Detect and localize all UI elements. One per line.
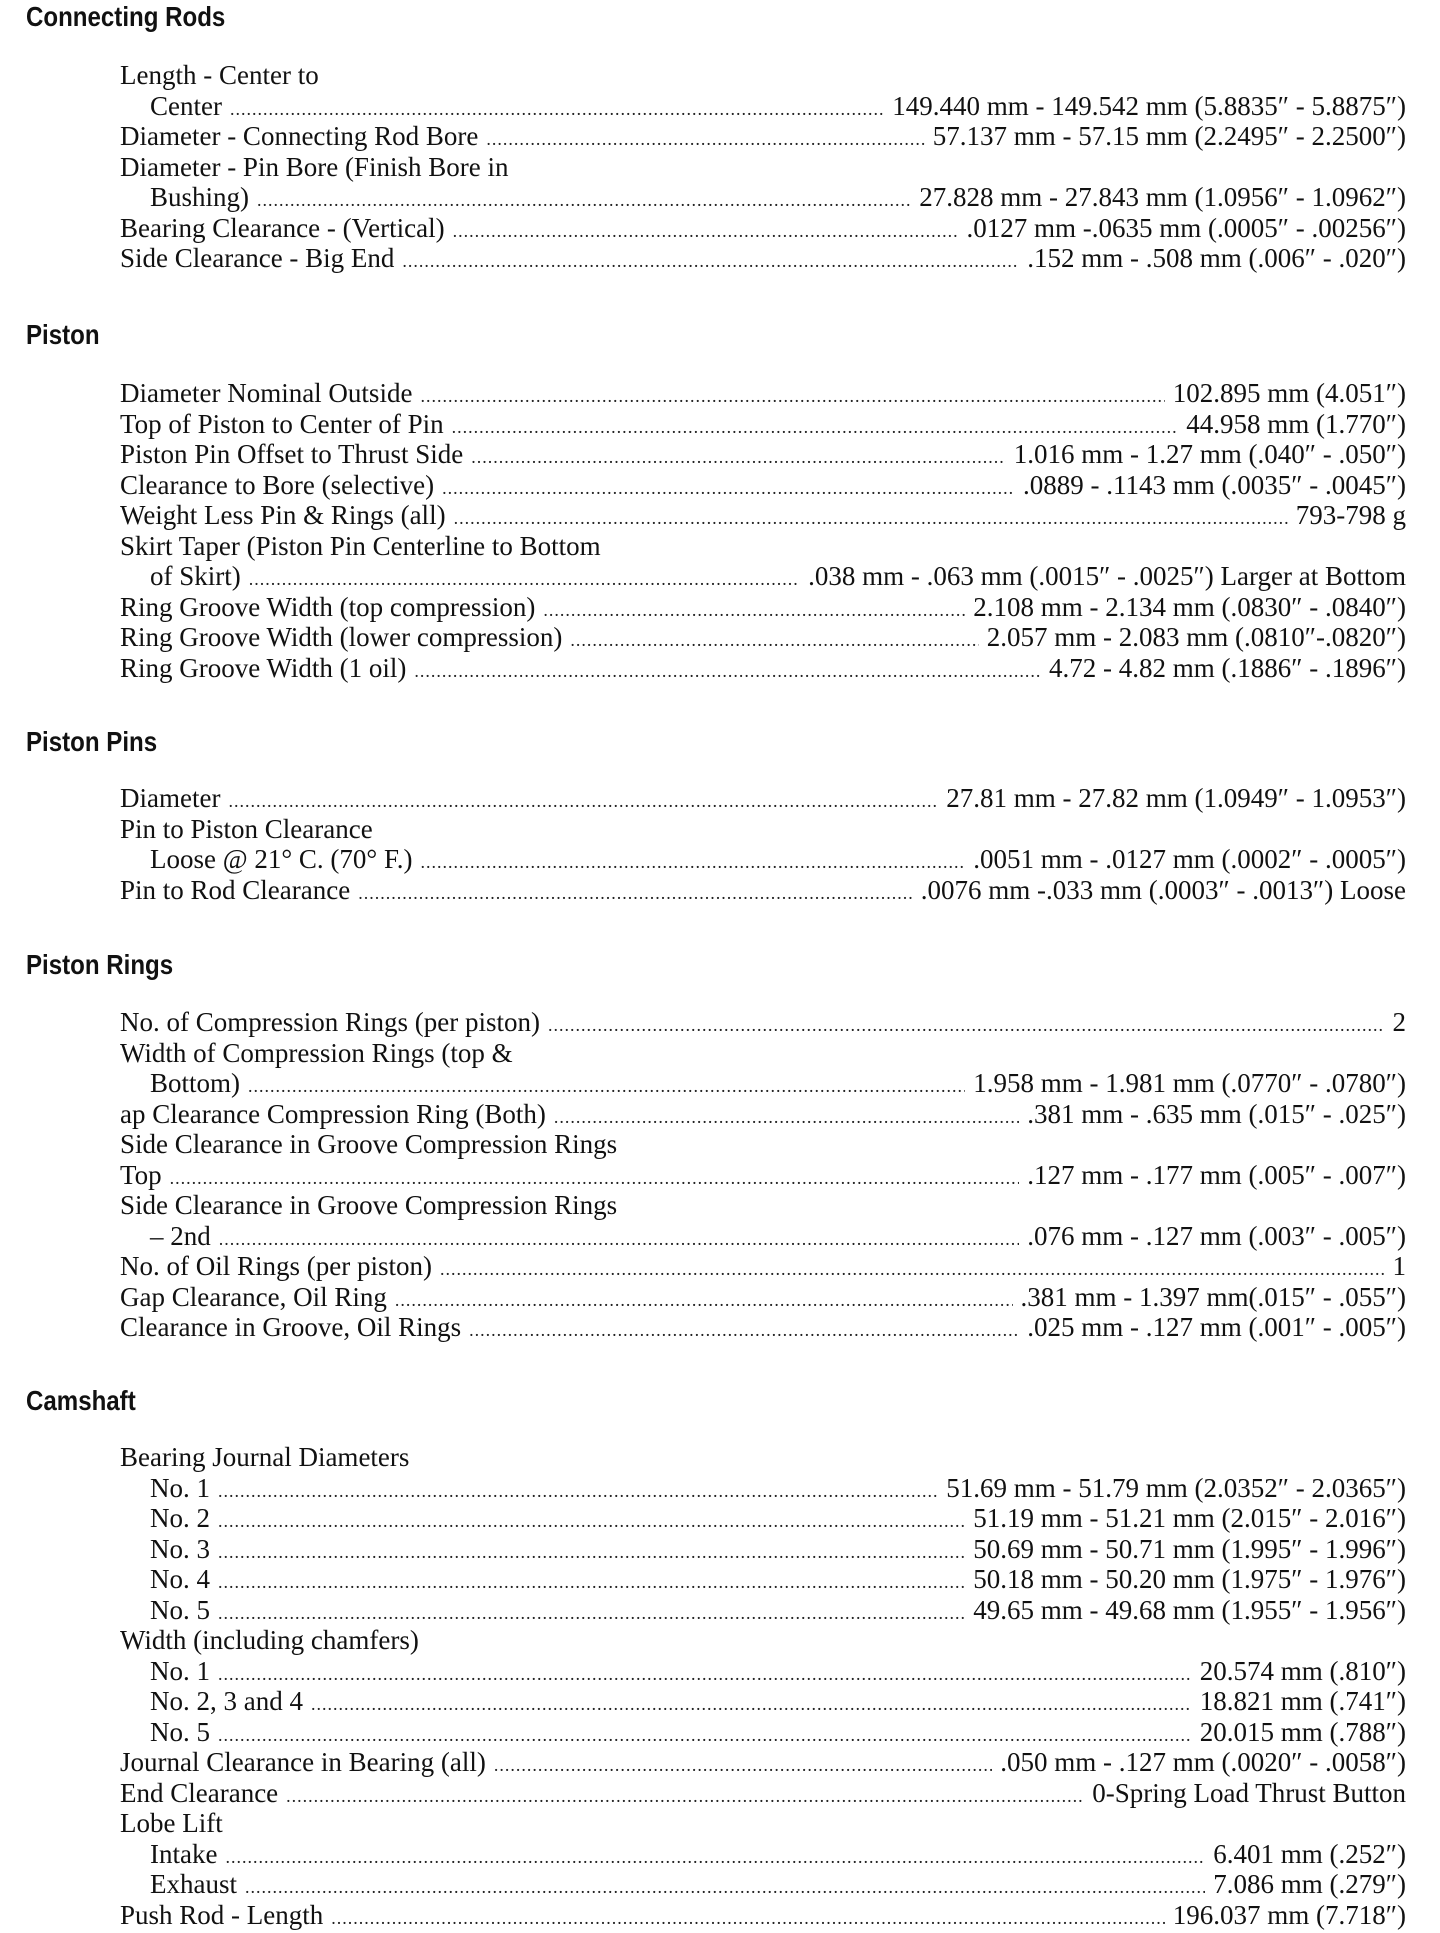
spec-label: Diameter xyxy=(120,783,220,814)
spec-list-piston xyxy=(120,378,1406,683)
dot-leader xyxy=(228,786,938,817)
spec-row xyxy=(120,1282,1406,1313)
spec-label: Loose @ 21° C. (70° F.) xyxy=(150,844,413,875)
spec-value: 2 xyxy=(1393,1007,1407,1038)
spec-label: No. 5 xyxy=(150,1595,210,1626)
spec-row xyxy=(120,1595,1406,1626)
dot-leader xyxy=(402,246,1019,277)
spec-row xyxy=(120,1503,1406,1534)
spec-row xyxy=(120,1129,1406,1160)
dot-leader xyxy=(257,185,911,216)
spec-label: Top xyxy=(120,1160,162,1191)
spec-label: Side Clearance in Groove Compression Rings xyxy=(120,1129,617,1160)
dot-leader xyxy=(248,1071,965,1102)
dot-leader xyxy=(440,1254,1385,1285)
spec-row xyxy=(120,1534,1406,1565)
spec-list-camshaft xyxy=(120,1442,1406,1930)
spec-row xyxy=(120,1808,1406,1839)
spec-value: .0076 mm -.033 mm (.0003″ - .0013″) Loose xyxy=(921,875,1406,906)
spec-value: 1.958 mm - 1.981 mm (.0770″ - .0780″) xyxy=(973,1068,1406,1099)
spec-value: 50.18 mm - 50.20 mm (1.975″ - 1.976″) xyxy=(973,1564,1406,1595)
spec-label: Bottom) xyxy=(150,1068,240,1099)
dot-leader xyxy=(218,1567,965,1598)
spec-row xyxy=(120,1869,1406,1900)
spec-label: Pin to Piston Clearance xyxy=(120,814,373,845)
spec-value: 27.828 mm - 27.843 mm (1.0956″ - 1.0962″) xyxy=(919,182,1406,213)
spec-value: 2.057 mm - 2.083 mm (.0810″-.0820″) xyxy=(987,622,1406,653)
dot-leader xyxy=(218,1537,965,1568)
spec-row xyxy=(120,1099,1406,1130)
spec-value: 50.69 mm - 50.71 mm (1.995″ - 1.996″) xyxy=(973,1534,1406,1565)
spec-label: No. 1 xyxy=(150,1656,210,1687)
dot-leader xyxy=(543,595,965,626)
section-title-camshaft: Camshaft xyxy=(26,1384,136,1418)
spec-label: Clearance in Groove, Oil Rings xyxy=(120,1312,461,1343)
dot-leader xyxy=(453,216,959,247)
spec-label: Exhaust xyxy=(150,1869,237,1900)
spec-row xyxy=(120,1717,1406,1748)
spec-row xyxy=(120,60,1406,91)
spec-label: No. 5 xyxy=(150,1717,210,1748)
spec-label: Lobe Lift xyxy=(120,1808,223,1839)
dot-leader xyxy=(331,1903,1165,1933)
dot-leader xyxy=(548,1010,1385,1041)
spec-value: 4.72 - 4.82 mm (.1886″ - .1896″) xyxy=(1049,653,1406,684)
spec-value: .127 mm - .177 mm (.005″ - .007″) xyxy=(1027,1160,1406,1191)
spec-row xyxy=(120,243,1406,274)
spec-row xyxy=(120,531,1406,562)
spec-label: No. 2, 3 and 4 xyxy=(150,1686,303,1717)
spec-row xyxy=(120,1312,1406,1343)
dot-leader xyxy=(414,656,1041,687)
spec-row xyxy=(120,783,1406,814)
spec-value: 1 xyxy=(1393,1251,1407,1282)
spec-value: .025 mm - .127 mm (.001″ - .005″) xyxy=(1027,1312,1406,1343)
spec-value: 0-Spring Load Thrust Button xyxy=(1092,1778,1406,1809)
spec-row xyxy=(120,1747,1406,1778)
dot-leader xyxy=(218,1659,1192,1690)
spec-value: 49.65 mm - 49.68 mm (1.955″ - 1.956″) xyxy=(973,1595,1406,1626)
spec-label: Diameter - Connecting Rod Bore xyxy=(120,121,478,152)
spec-row xyxy=(120,121,1406,152)
dot-leader xyxy=(225,1842,1205,1873)
section-title-piston-rings: Piston Rings xyxy=(26,948,173,982)
spec-value: 793-798 g xyxy=(1296,500,1406,531)
spec-label: Side Clearance in Groove Compression Rings xyxy=(120,1190,617,1221)
spec-value: 51.19 mm - 51.21 mm (2.015″ - 2.016″) xyxy=(973,1503,1406,1534)
dot-leader xyxy=(486,124,924,155)
spec-label: Piston Pin Offset to Thrust Side xyxy=(120,439,463,470)
section-title-piston: Piston xyxy=(26,318,100,352)
spec-row xyxy=(120,409,1406,440)
section-title-piston-pins: Piston Pins xyxy=(26,725,157,759)
section-title-connecting-rods: Connecting Rods xyxy=(26,0,225,34)
spec-row xyxy=(120,1190,1406,1221)
dot-leader xyxy=(358,878,913,909)
dot-leader xyxy=(420,381,1164,412)
dot-leader xyxy=(554,1102,1019,1133)
spec-value: 20.015 mm (.788″) xyxy=(1200,1717,1406,1748)
dot-leader xyxy=(286,1781,1084,1812)
spec-label: Length - Center to xyxy=(120,60,319,91)
spec-value: .0889 - .1143 mm (.0035″ - .0045″) xyxy=(1023,470,1406,501)
spec-value: 18.821 mm (.741″) xyxy=(1200,1686,1406,1717)
spec-label: Diameter Nominal Outside xyxy=(120,378,412,409)
spec-label: No. of Oil Rings (per piston) xyxy=(120,1251,432,1282)
dot-leader xyxy=(395,1285,1013,1316)
dot-leader xyxy=(245,1872,1205,1903)
spec-label: Bearing Journal Diameters xyxy=(120,1442,409,1473)
spec-value: 27.81 mm - 27.82 mm (1.0949″ - 1.0953″) xyxy=(946,783,1406,814)
spec-label: Clearance to Bore (selective) xyxy=(120,470,434,501)
spec-value: 6.401 mm (.252″) xyxy=(1213,1839,1406,1870)
spec-label: Intake xyxy=(150,1839,217,1870)
spec-list-piston-pins xyxy=(120,783,1406,905)
spec-row xyxy=(120,1900,1406,1931)
spec-label: No. 2 xyxy=(150,1503,210,1534)
spec-row xyxy=(120,91,1406,122)
spec-label: No. 4 xyxy=(150,1564,210,1595)
spec-value: .152 mm - .508 mm (.006″ - .020″) xyxy=(1027,243,1406,274)
spec-row xyxy=(120,1038,1406,1069)
dot-leader xyxy=(452,412,1179,443)
dot-leader xyxy=(570,625,978,656)
spec-row xyxy=(120,182,1406,213)
spec-row xyxy=(120,1068,1406,1099)
dot-leader xyxy=(230,94,884,125)
spec-list-piston-rings xyxy=(120,1007,1406,1343)
spec-label: Push Rod - Length xyxy=(120,1900,323,1931)
spec-row xyxy=(120,1160,1406,1191)
spec-label: End Clearance xyxy=(120,1778,278,1809)
dot-leader xyxy=(219,1224,1020,1255)
spec-label: Skirt Taper (Piston Pin Centerline to Bottom xyxy=(120,531,601,562)
spec-value: .0051 mm - .0127 mm (.0002″ - .0005″) xyxy=(973,844,1406,875)
dot-leader xyxy=(218,1720,1192,1751)
spec-value: 51.69 mm - 51.79 mm (2.0352″ - 2.0365″) xyxy=(946,1473,1406,1504)
dot-leader xyxy=(218,1476,938,1507)
spec-label: No. 3 xyxy=(150,1534,210,1565)
spec-row xyxy=(120,1778,1406,1809)
dot-leader xyxy=(471,442,1005,473)
spec-row xyxy=(120,1473,1406,1504)
spec-row xyxy=(120,439,1406,470)
spec-label: Ring Groove Width (top compression) xyxy=(120,592,535,623)
dot-leader xyxy=(170,1163,1020,1194)
spec-value: 7.086 mm (.279″) xyxy=(1213,1869,1406,1900)
spec-label: No. of Compression Rings (per piston) xyxy=(120,1007,540,1038)
spec-label: Side Clearance - Big End xyxy=(120,243,394,274)
spec-row xyxy=(120,622,1406,653)
spec-row xyxy=(120,213,1406,244)
spec-label: No. 1 xyxy=(150,1473,210,1504)
dot-leader xyxy=(249,564,800,595)
spec-row xyxy=(120,653,1406,684)
spec-value: 57.137 mm - 57.15 mm (2.2495″ - 2.2500″) xyxy=(933,121,1406,152)
spec-row xyxy=(120,1564,1406,1595)
spec-row xyxy=(120,1251,1406,1282)
spec-label: Ring Groove Width (1 oil) xyxy=(120,653,406,684)
spec-row xyxy=(120,814,1406,845)
spec-row xyxy=(120,470,1406,501)
spec-label: of Skirt) xyxy=(150,561,241,592)
spec-value: 196.037 mm (7.718″) xyxy=(1173,1900,1406,1931)
dot-leader xyxy=(442,473,1015,504)
spec-value: 1.016 mm - 1.27 mm (.040″ - .050″) xyxy=(1014,439,1406,470)
spec-value: 2.108 mm - 2.134 mm (.0830″ - .0840″) xyxy=(973,592,1406,623)
dot-leader xyxy=(421,847,966,878)
spec-value: 149.440 mm - 149.542 mm (5.8835″ - 5.8875″) xyxy=(892,91,1406,122)
spec-row xyxy=(120,561,1406,592)
spec-label: Center xyxy=(150,91,222,122)
spec-row xyxy=(120,1839,1406,1870)
dot-leader xyxy=(469,1315,1019,1346)
spec-label: Width (including chamfers) xyxy=(120,1625,419,1656)
dot-leader xyxy=(218,1506,965,1537)
spec-value: 44.958 mm (1.770″) xyxy=(1186,409,1406,440)
spec-label: Bearing Clearance - (Vertical) xyxy=(120,213,445,244)
spec-label: Gap Clearance, Oil Ring xyxy=(120,1282,387,1313)
dot-leader xyxy=(311,1689,1192,1720)
spec-row xyxy=(120,1686,1406,1717)
dot-leader xyxy=(454,503,1288,534)
spec-row xyxy=(120,1442,1406,1473)
spec-row xyxy=(120,592,1406,623)
spec-label: Diameter - Pin Bore (Finish Bore in xyxy=(120,152,508,183)
spec-list-connecting-rods xyxy=(120,60,1406,274)
spec-row xyxy=(120,1221,1406,1252)
spec-value: 102.895 mm (4.051″) xyxy=(1173,378,1406,409)
dot-leader xyxy=(494,1750,992,1781)
spec-label: Weight Less Pin & Rings (all) xyxy=(120,500,446,531)
spec-row xyxy=(120,1625,1406,1656)
dot-leader xyxy=(218,1598,965,1629)
spec-value: .381 mm - .635 mm (.015″ - .025″) xyxy=(1027,1099,1406,1130)
spec-value: .381 mm - 1.397 mm(.015″ - .055″) xyxy=(1021,1282,1406,1313)
spec-label: – 2nd xyxy=(150,1221,211,1252)
spec-row xyxy=(120,1656,1406,1687)
spec-label: Width of Compression Rings (top & xyxy=(120,1038,513,1069)
spec-label: ap Clearance Compression Ring (Both) xyxy=(120,1099,546,1130)
spec-label: Journal Clearance in Bearing (all) xyxy=(120,1747,486,1778)
spec-row xyxy=(120,844,1406,875)
spec-label: Pin to Rod Clearance xyxy=(120,875,350,906)
spec-label: Top of Piston to Center of Pin xyxy=(120,409,444,440)
spec-row xyxy=(120,152,1406,183)
spec-value: .038 mm - .063 mm (.0015″ - .0025″) Larger at Bottom xyxy=(808,561,1406,592)
spec-label: Bushing) xyxy=(150,182,249,213)
spec-row xyxy=(120,875,1406,906)
spec-value: .050 mm - .127 mm (.0020″ - .0058″) xyxy=(1000,1747,1406,1778)
spec-row xyxy=(120,1007,1406,1038)
spec-value: 20.574 mm (.810″) xyxy=(1200,1656,1406,1687)
spec-value: .0127 mm -.0635 mm (.0005″ - .00256″) xyxy=(967,213,1406,244)
spec-row xyxy=(120,378,1406,409)
spec-value: .076 mm - .127 mm (.003″ - .005″) xyxy=(1027,1221,1406,1252)
spec-label: Ring Groove Width (lower compression) xyxy=(120,622,562,653)
spec-row xyxy=(120,500,1406,531)
